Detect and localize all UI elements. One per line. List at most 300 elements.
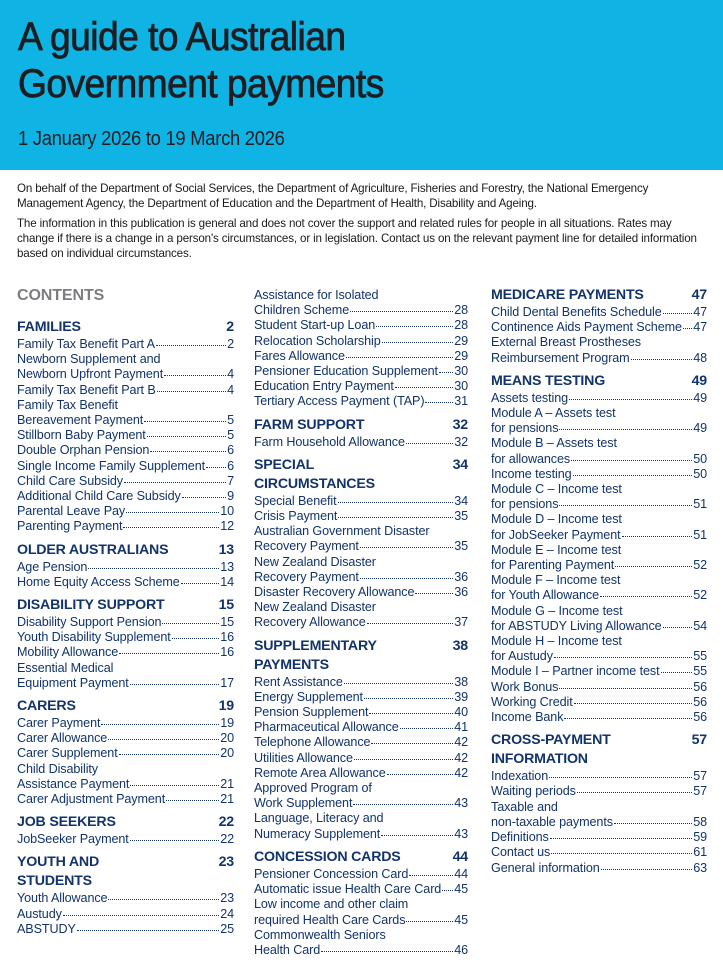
toc-entry-page-number: 39 [454,689,468,704]
dot-leader [406,911,453,922]
toc-entry-page-number: 52 [693,588,707,603]
toc-entry-label: for Youth Allowance [491,588,600,603]
toc-entry[interactable] [17,398,234,428]
toc-entry-label: Pension Supplement [254,705,369,720]
toc-entry-label: Education Entry Payment [254,379,394,394]
toc-entry-page-number: 32 [454,434,468,449]
toc-section [491,731,707,875]
dot-leader [564,708,692,719]
toc-entry-page-number: 16 [220,630,234,645]
toc-section-heading[interactable] [254,637,468,675]
toc-entry-page-number: 42 [454,750,468,765]
section-title: FAMILIES [17,319,81,335]
section-page-number: 15 [218,597,234,614]
toc-section [17,541,234,590]
dot-leader [108,729,219,740]
section-page-number: 49 [691,372,707,389]
dot-leader [321,941,453,952]
dot-leader [554,647,692,658]
section-title: SPECIAL CIRCUMSTANCES [254,456,375,492]
dot-leader [600,586,692,597]
toc-entry-page-number: 45 [454,882,468,897]
toc-entry[interactable] [491,861,707,876]
dot-leader [162,613,219,624]
toc-entry-label: Stillborn Baby Payment [17,428,146,443]
date-range: 1 January 2026 to 19 March 2026 [18,128,285,150]
toc-entry-page-number: 2 [227,337,234,351]
toc-entry[interactable] [17,762,234,792]
toc-section [254,288,468,410]
toc-entry[interactable] [17,575,234,590]
toc-entry-label: External Breast Prostheses [491,335,641,350]
document-title-line2: Government payments [18,62,384,106]
dot-leader [551,843,692,854]
toc-entry[interactable] [254,585,468,600]
toc-entry[interactable] [17,922,234,937]
toc-entry[interactable] [491,634,707,664]
dot-leader [63,905,219,916]
toc-entry-label: Newborn Supplement and [17,352,161,367]
contents-column-3 [491,286,707,882]
dot-leader [367,613,454,624]
toc-entry-label: Single Income Family Supplement [17,458,205,473]
toc-entry-label: Crisis Payment [254,509,338,524]
dot-leader [172,628,220,639]
toc-entry-label: Bereavement Payment [17,413,144,428]
toc-section [17,853,234,937]
toc-entry-page-number: 24 [220,906,234,921]
toc-entry-page-number: 47 [693,320,707,335]
toc-entry-label: Telephone Allowance [254,735,371,750]
section-title: YOUTH AND STUDENTS [17,854,100,890]
toc-entry-label: Children Scheme [254,303,350,318]
toc-entry-label: Utilities Allowance [254,750,353,765]
toc-entry-label: Module F – Income test [491,573,621,588]
toc-entry[interactable] [254,600,468,630]
dot-leader [661,662,693,673]
toc-entry-label: Double Orphan Pension [17,443,150,458]
dot-leader [124,472,226,483]
toc-entry-page-number: 4 [227,367,234,382]
toc-entry-page-number: 47 [693,305,707,319]
section-title: DISABILITY SUPPORT [17,597,165,614]
section-page-number: 13 [218,541,234,558]
toc-entry-label: Parental Leave Pay [17,504,126,519]
dot-leader [344,673,453,684]
toc-entry[interactable] [254,349,468,364]
toc-entry[interactable] [17,746,234,761]
toc-entry-page-number: 9 [227,489,234,504]
title-banner [0,0,723,170]
toc-entry[interactable] [17,383,234,398]
toc-entry-label: Indexation [491,769,549,784]
section-page-number: 44 [452,848,468,865]
dot-leader [108,889,219,900]
toc-entry-page-number: 56 [693,710,707,725]
toc-entry-page-number: 13 [220,559,234,574]
toc-entry-page-number: 25 [220,921,234,936]
toc-entry-label: Commonwealth Seniors [254,927,386,942]
toc-entry[interactable] [17,792,234,807]
toc-entry-label: Assets testing [491,390,568,405]
toc-entry-label: ABSTUDY [17,921,76,936]
dot-leader [683,318,692,329]
toc-entry[interactable] [254,555,468,585]
dot-leader [147,426,226,437]
toc-section [254,848,468,958]
toc-entry-label: Continence Aids Payment Scheme [491,320,682,335]
toc-section [254,456,468,631]
toc-entry-label: Assistance for Isolated [254,288,379,302]
toc-entry-label: for pensions [491,497,559,512]
toc-entry-page-number: 51 [693,497,707,512]
section-page-number: 57 [691,732,707,749]
toc-entry-label: Work Bonus [491,679,559,694]
section-page-number: 47 [691,287,707,303]
section-title: FARM SUPPORT [254,416,365,433]
toc-entry[interactable] [491,391,707,406]
toc-entry-page-number: 46 [454,942,468,957]
toc-entry-page-number: 35 [454,509,468,524]
toc-entry-page-number: 35 [454,539,468,554]
toc-entry-page-number: 44 [454,866,468,881]
section-title: OLDER AUSTRALIANS [17,541,169,558]
toc-entry-page-number: 28 [454,318,468,333]
dot-leader [400,718,454,729]
toc-entry-label: Family Tax Benefit Part A [17,337,155,351]
toc-entry[interactable] [491,436,707,466]
toc-entry-label: Fares Allowance [254,348,345,363]
toc-entry[interactable] [17,519,234,534]
toc-section [17,697,234,807]
toc-entry-label: Module G – Income test [491,603,623,618]
dot-leader [569,389,692,400]
toc-section-heading[interactable] [254,456,468,494]
toc-entry-page-number: 5 [227,428,234,443]
dot-leader [550,828,692,839]
toc-entry-page-number: 30 [454,379,468,394]
toc-entry[interactable] [491,320,707,335]
dot-leader [614,813,692,824]
section-page-number: 32 [452,416,468,433]
toc-entry[interactable] [491,335,707,365]
toc-entry-page-number: 6 [227,443,234,458]
toc-entry-page-number: 38 [454,674,468,689]
contents-heading: CONTENTS [17,287,105,304]
toc-entry-page-number: 19 [220,716,234,731]
toc-entry-page-number: 55 [693,649,707,664]
toc-entry-page-number: 58 [693,814,707,829]
toc-entry[interactable] [17,645,234,660]
toc-entry-label: Relocation Scholarship [254,333,381,348]
intro-text [17,181,707,265]
toc-entry-label: Module I – Partner income test [491,664,660,679]
toc-entry[interactable] [17,661,234,691]
toc-entry-page-number: 36 [454,585,468,600]
toc-entry[interactable] [491,573,707,603]
toc-entry-label: Mobility Allowance [17,645,119,660]
toc-section-heading[interactable] [491,731,707,769]
toc-entry-page-number: 57 [693,769,707,784]
toc-entry-page-number: 37 [454,615,468,630]
toc-entry[interactable] [254,897,468,927]
dot-leader [144,411,226,422]
toc-entry[interactable] [491,604,707,634]
toc-entry-page-number: 20 [220,746,234,761]
toc-entry-label: for pensions [491,421,559,436]
dot-leader [364,688,453,699]
toc-entry-label: Definitions [491,830,549,845]
toc-entry-page-number: 43 [454,796,468,811]
document-title [18,14,384,108]
toc-entry[interactable] [254,435,468,450]
toc-entry-page-number: 12 [220,519,234,534]
toc-entry-page-number: 49 [693,390,707,405]
toc-entry-label: Module E – Income test [491,542,622,557]
toc-entry-label: Pensioner Education Supplement [254,364,438,379]
toc-entry-label: Work Supplement [254,796,353,811]
dot-leader [559,678,692,689]
dot-leader [360,568,453,579]
toc-section [254,416,468,450]
dot-leader [559,419,692,430]
toc-entry-page-number: 41 [454,720,468,735]
toc-entry-label: Tertiary Access Payment (TAP) [254,394,425,409]
toc-entry[interactable] [491,543,707,573]
toc-entry[interactable] [491,406,707,436]
toc-entry[interactable] [254,882,468,897]
intro-paragraph-1: On behalf of the Department of Social Services, the Department of Agriculture, Fisheries and Forestry, the National Emergency Management Agency, the Department of Education and the Department of Health, Disability and Ageing. [17,182,649,211]
dot-leader [574,693,693,704]
toc-entry-label: Carer Allowance [17,731,108,746]
toc-entry-label: Income testing [491,466,572,481]
toc-entry[interactable] [254,781,468,811]
toc-entry-label: Child Disability [17,761,98,776]
dot-leader [622,526,693,537]
toc-entry[interactable] [254,811,468,841]
toc-entry[interactable] [254,867,468,882]
toc-entry-page-number: 56 [693,694,707,709]
toc-entry-page-number: 6 [227,458,234,473]
toc-entry-label: Contact us [491,845,551,860]
toc-entry-label: Carer Payment [17,716,101,731]
toc-entry-label: Youth Allowance [17,891,108,906]
dot-leader [346,347,453,358]
dot-leader [353,794,453,805]
toc-entry[interactable] [17,352,234,382]
toc-entry-label: for Parenting Payment [491,558,615,573]
toc-entry-label: Australian Government Disaster [254,524,430,539]
dot-leader [415,583,453,594]
dot-leader [166,790,219,801]
dot-leader [631,349,693,360]
intro-paragraph-2: The information in this publication is general and does not cover the support and related rules for people in all situations. Rates may change if there is a change in a person's circumstances, or in legislation. Contact us on the relevant payment line for detailed information based on individual circumstances. [17,216,697,261]
toc-entry-label: Recovery Payment [254,539,359,554]
toc-entry-label: Child Dental Benefits Schedule [491,305,662,319]
toc-entry-label: Assistance Payment [17,776,130,791]
dot-leader [387,764,454,775]
toc-entry[interactable] [254,509,468,524]
toc-entry-label: for allowances [491,451,571,466]
toc-entry-page-number: 28 [454,303,468,318]
dot-leader [549,767,692,778]
toc-entry[interactable] [254,394,468,409]
toc-entry[interactable] [254,524,468,554]
dot-leader [442,880,453,891]
toc-entry-label: Austudy [17,906,62,921]
toc-section [254,637,468,842]
toc-entry[interactable] [491,710,707,725]
dot-leader [88,558,219,569]
dot-leader [559,495,692,506]
toc-entry[interactable] [491,784,707,799]
dot-leader [439,362,453,373]
toc-entry-label: for Austudy [491,649,553,664]
toc-entry[interactable] [491,800,707,830]
dot-leader [577,782,692,793]
toc-entry-label: Taxable and [491,799,558,814]
toc-entry-label: Pensioner Concession Card [254,866,409,881]
dot-leader [181,573,219,584]
toc-entry-label: Essential Medical [17,660,114,675]
toc-entry[interactable] [17,337,234,352]
section-page-number: 2 [226,319,234,335]
dot-leader [130,830,219,841]
toc-entry-label: Equipment Payment [17,675,129,690]
section-title: JOB SEEKERS [17,814,116,831]
dot-leader [369,703,453,714]
toc-entry-label: Farm Household Allowance [254,434,405,449]
toc-entry-page-number: 59 [693,830,707,845]
toc-entry-label: Parenting Payment [17,519,123,534]
toc-entry-page-number: 7 [227,473,234,488]
dot-leader [395,377,453,388]
toc-entry-page-number: 29 [454,333,468,348]
toc-entry[interactable] [254,928,468,958]
contents-column-1 [17,286,234,943]
toc-entry-page-number: 42 [454,735,468,750]
toc-entry-label: Pharmaceutical Allowance [254,720,399,735]
toc-entry-label: JobSeeker Payment [17,832,129,847]
toc-entry-page-number: 54 [693,618,707,633]
dot-leader [338,492,454,503]
toc-entry-page-number: 15 [220,615,234,630]
toc-entry-label: Home Equity Access Scheme [17,574,180,589]
toc-entry-label: Student Start-up Loan [254,318,376,333]
toc-entry-page-number: 45 [454,912,468,927]
dot-leader [409,865,453,876]
toc-entry[interactable] [491,512,707,542]
dot-leader [350,301,453,312]
section-page-number: 38 [452,637,468,654]
toc-entry-page-number: 30 [454,364,468,379]
toc-entry-label: Special Benefit [254,493,337,508]
toc-entry-page-number: 17 [220,675,234,690]
dot-leader [119,744,220,755]
dot-leader [571,450,692,461]
dot-leader [150,441,226,452]
section-page-number: 23 [218,854,234,871]
toc-entry-page-number: 21 [220,792,234,807]
toc-entry-label: Approved Program of [254,781,372,796]
toc-entry-page-number: 61 [693,845,707,860]
toc-section [17,813,234,847]
toc-entry-label: Recovery Allowance [254,615,366,630]
toc-entry-page-number: 55 [693,664,707,679]
toc-entry-label: Module H – Income test [491,634,622,649]
toc-entry-page-number: 57 [693,784,707,799]
toc-entry-label: Additional Child Care Subsidy [17,489,181,504]
dot-leader [338,507,453,518]
toc-entry-page-number: 20 [220,731,234,746]
toc-entry-page-number: 29 [454,348,468,363]
dot-leader [77,920,219,931]
toc-entry-label: Disability Support Pension [17,615,162,630]
toc-entry-page-number: 50 [693,466,707,481]
toc-entry[interactable] [254,288,468,318]
toc-section [17,318,234,535]
toc-entry-label: Newborn Upfront Payment [17,367,164,382]
toc-entry-page-number: 14 [220,574,234,589]
dot-leader [354,749,453,760]
section-page-number: 22 [218,814,234,831]
section-title: SUPPLEMENTARY PAYMENTS [254,637,377,673]
dot-leader [376,316,453,327]
toc-entry[interactable] [17,832,234,847]
toc-entry-page-number: 43 [454,826,468,841]
toc-entry-page-number: 63 [693,860,707,875]
dot-leader [156,335,226,346]
dot-leader [164,365,226,376]
toc-entry-label: non-taxable payments [491,814,613,829]
toc-entry-label: Family Tax Benefit Part B [17,382,156,397]
toc-entry-page-number: 10 [220,504,234,519]
toc-entry[interactable] [491,305,707,320]
toc-section [17,596,234,691]
dot-leader [406,433,453,444]
toc-entry-label: Module A – Assets test [491,406,616,421]
toc-entry-page-number: 21 [220,776,234,791]
toc-entry[interactable] [491,482,707,512]
toc-entry-page-number: 5 [227,413,234,428]
toc-entry-label: Rent Assistance [254,674,343,689]
dot-leader [101,714,219,725]
toc-entry-label: Child Care Subsidy [17,473,123,488]
toc-entry-label: for ABSTUDY Living Allowance [491,618,662,633]
toc-entry[interactable] [491,467,707,482]
dot-leader [119,643,219,654]
toc-entry-label: Energy Supplement [254,689,363,704]
toc-entry-label: Carer Adjustment Payment [17,792,166,807]
toc-entry-page-number: 49 [693,421,707,436]
toc-entry-label: Language, Literacy and [254,811,384,826]
toc-entry-page-number: 42 [454,765,468,780]
toc-entry-page-number: 23 [220,891,234,906]
dot-leader [381,825,453,836]
toc-entry-page-number: 51 [693,527,707,542]
toc-entry[interactable] [254,766,468,781]
toc-entry-label: General information [491,860,600,875]
toc-entry[interactable] [17,443,234,458]
dot-leader [130,674,219,685]
dot-leader [601,859,692,870]
toc-entry-label: Age Pension [17,559,88,574]
toc-entry-label: Numeracy Supplement [254,826,381,841]
toc-entry-page-number: 22 [220,832,234,847]
toc-section-heading[interactable] [17,853,234,891]
toc-entry-label: Low income and other claim [254,897,409,912]
toc-entry-label: Youth Disability Supplement [17,630,171,645]
